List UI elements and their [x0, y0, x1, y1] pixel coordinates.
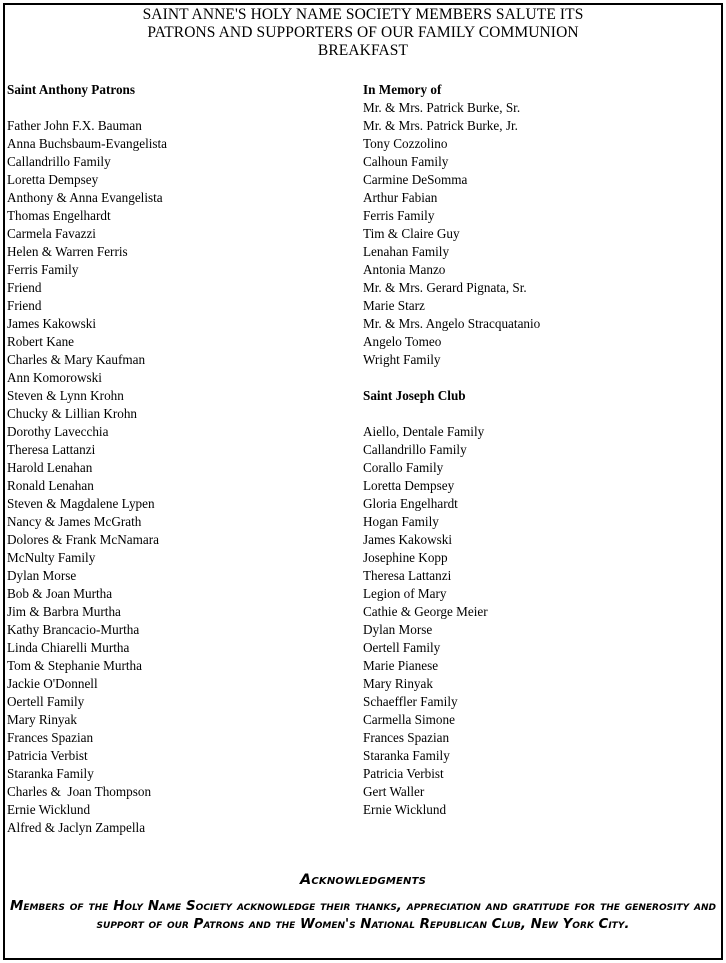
memory-and-club-column: [363, 81, 703, 819]
patron-name: James Kakowski: [7, 316, 97, 331]
memory-name: Tony Cozzolino: [363, 136, 448, 151]
club-member-name: Loretta Dempsey: [363, 478, 455, 493]
club-member-name: Gloria Engelhardt: [363, 496, 458, 511]
patron-name: Tom & Stephanie Murtha: [7, 658, 142, 673]
patron-name: Patricia Verbist: [7, 748, 88, 763]
memory-name: Mr. & Mrs. Patrick Burke, Jr.: [363, 118, 518, 133]
club-member-name: Corallo Family: [363, 460, 444, 475]
patron-name: Chucky & Lillian Krohn: [7, 406, 138, 421]
patron-name: Friend: [7, 280, 42, 295]
patron-name: Alfred & Jaclyn Zampella: [7, 820, 146, 835]
patron-name: Loretta Dempsey: [7, 172, 99, 187]
club-member-name: Carmella Simone: [363, 712, 455, 727]
patron-name: Robert Kane: [7, 334, 75, 349]
patron-name: Ernie Wicklund: [7, 802, 91, 817]
spacer: [363, 369, 703, 387]
memory-name: Arthur Fabian: [363, 190, 438, 205]
patron-name: Mary Rinyak: [7, 712, 77, 727]
patron-name: Thomas Engelhardt: [7, 208, 111, 223]
patron-name: Charles & Mary Kaufman: [7, 352, 146, 367]
patron-name: Helen & Warren Ferris: [7, 244, 128, 259]
club-member-name: Staranka Family: [363, 748, 450, 763]
patron-name: Frances Spazian: [7, 730, 94, 745]
club-heading: Saint Joseph Club: [363, 388, 466, 403]
memory-name: Lenahan Family: [363, 244, 450, 259]
club-member-name: James Kakowski: [363, 532, 453, 547]
club-member-name: Dylan Morse: [363, 622, 433, 637]
spacer: [7, 99, 347, 117]
club-member-name: Patricia Verbist: [363, 766, 444, 781]
club-member-name: Aiello, Dentale Family: [363, 424, 485, 439]
memory-name: Tim & Claire Guy: [363, 226, 460, 241]
acknowledgments-body: Members of the Holy Name Society acknowledge their thanks, appreciation and gratitude for the generosity and support of our Patrons and the Women's National Republican Club, New York City.: [10, 899, 716, 932]
memory-name: Marie Starz: [363, 298, 425, 313]
club-member-name: Legion of Mary: [363, 586, 447, 601]
club-member-name: Marie Pianese: [363, 658, 439, 673]
patron-name: Bob & Joan Murtha: [7, 586, 113, 601]
memory-heading: In Memory of: [363, 82, 442, 97]
patron-name: Steven & Lynn Krohn: [7, 388, 124, 403]
club-member-name: Gert Waller: [363, 784, 425, 799]
patron-name: Ronald Lenahan: [7, 478, 94, 493]
club-member-name: Ernie Wicklund: [363, 802, 447, 817]
patron-name: Dylan Morse: [7, 568, 77, 583]
club-member-name: Mary Rinyak: [363, 676, 433, 691]
patron-name: Jim & Barbra Murtha: [7, 604, 121, 619]
patron-name: Theresa Lattanzi: [7, 442, 96, 457]
club-member-name: Cathie & George Meier: [363, 604, 488, 619]
memory-name: Calhoun Family: [363, 154, 449, 169]
acknowledgments-heading: Acknowledgments: [299, 872, 427, 888]
club-member-name: Frances Spazian: [363, 730, 450, 745]
patron-name: Callandrillo Family: [7, 154, 111, 169]
memory-name: Mr. & Mrs. Patrick Burke, Sr.: [363, 100, 521, 115]
patron-name: Nancy & James McGrath: [7, 514, 142, 529]
memory-name: Wright Family: [363, 352, 441, 367]
patron-name: Steven & Magdalene Lypen: [7, 496, 155, 511]
patron-name: Kathy Brancacio-Murtha: [7, 622, 140, 637]
patron-name: Staranka Family: [7, 766, 94, 781]
patron-name: Ferris Family: [7, 262, 79, 277]
title-line: SAINT ANNE'S HOLY NAME SOCIETY MEMBERS SALUTE ITS: [142, 6, 584, 23]
patron-name: Anthony & Anna Evangelista: [7, 190, 163, 205]
club-member-name: Oertell Family: [363, 640, 441, 655]
memory-name: Mr. & Mrs. Gerard Pignata, Sr.: [363, 280, 527, 295]
patron-name: Friend: [7, 298, 42, 313]
memory-name: Antonia Manzo: [363, 262, 446, 277]
title-line: BREAKFAST: [317, 42, 409, 59]
page-title: [0, 6, 726, 60]
patron-name: Charles & Joan Thompson: [7, 784, 152, 799]
spacer: [363, 405, 703, 423]
club-member-name: Hogan Family: [363, 514, 439, 529]
patron-name: Linda Chiarelli Murtha: [7, 640, 130, 655]
patrons-list: [7, 117, 347, 837]
patron-name: Anna Buchsbaum-Evangelista: [7, 136, 168, 151]
title-line: PATRONS AND SUPPORTERS OF OUR FAMILY COMMUNION: [147, 24, 579, 41]
patron-name: Harold Lenahan: [7, 460, 93, 475]
patron-name: Carmela Favazzi: [7, 226, 96, 241]
memory-name: Mr. & Mrs. Angelo Stracquatanio: [363, 316, 541, 331]
patron-name: Father John F.X. Bauman: [7, 118, 142, 133]
club-list: [363, 423, 703, 819]
patron-name: Oertell Family: [7, 694, 85, 709]
patrons-column: [7, 81, 347, 837]
patron-name: Dolores & Frank McNamara: [7, 532, 159, 547]
patron-name: Jackie O'Donnell: [7, 676, 98, 691]
club-member-name: Josephine Kopp: [363, 550, 448, 565]
club-member-name: Callandrillo Family: [363, 442, 467, 457]
memory-name: Angelo Tomeo: [363, 334, 442, 349]
club-member-name: Schaeffler Family: [363, 694, 458, 709]
club-member-name: Theresa Lattanzi: [363, 568, 452, 583]
patron-name: McNulty Family: [7, 550, 96, 565]
memory-name: Carmine DeSomma: [363, 172, 468, 187]
patrons-heading: Saint Anthony Patrons: [7, 82, 136, 97]
memory-list: [363, 99, 703, 369]
patron-name: Ann Komorowski: [7, 370, 102, 385]
memory-name: Ferris Family: [363, 208, 435, 223]
patron-name: Dorothy Lavecchia: [7, 424, 109, 439]
